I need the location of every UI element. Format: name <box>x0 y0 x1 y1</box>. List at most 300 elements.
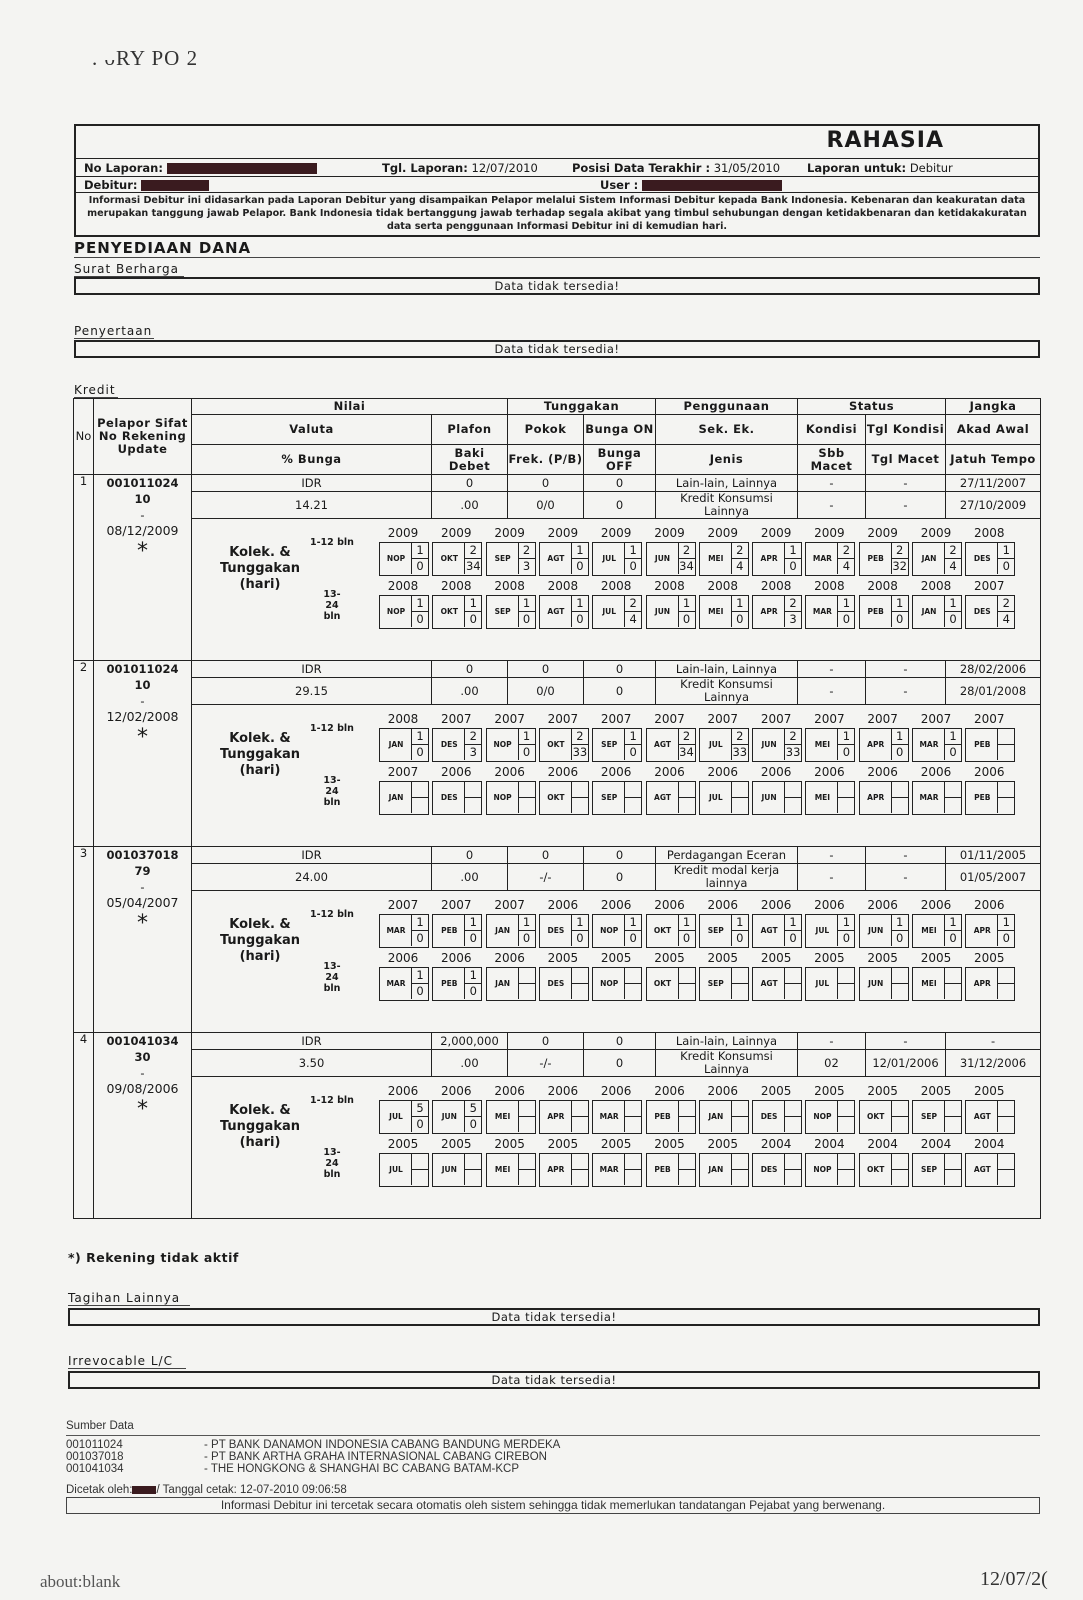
record-row <box>74 864 1041 891</box>
tunggakan-value: 0 <box>624 745 641 761</box>
kolek-value: 2 <box>731 729 748 745</box>
month-year: 2005 <box>920 951 952 965</box>
month-year: 2007 <box>974 579 1005 593</box>
tunggakan-value: 0 <box>837 931 854 947</box>
col-nilai: Nilai <box>192 399 508 415</box>
penyediaan-dana-title: PENYEDIAAN DANA <box>74 239 252 257</box>
info-disclaimer: Informasi Debitur ini didasarkan pada Laporan Debitur yang disampaikan Pelapor melalui Sistem Informasi Debitur kepada Bank Indonesia. Kebenaran dan keakuratan data merupakan tanggung jawab Pelapor. Bank Indonesia tidak bertanggung jawab terhadap segala akibat yang timbul sehubungan dengan ketidakbenaran dan ketidakakuratan data serta penggunaan Informasi Debitur ini di kemudian hari. <box>87 195 1027 232</box>
month-year: 2008 <box>867 579 898 593</box>
month-year: 2004 <box>974 1137 1005 1151</box>
month-year: 2006 <box>814 898 845 912</box>
kolek-value <box>784 968 801 984</box>
kolek-value <box>997 782 1014 798</box>
month-label: SEP <box>707 926 724 935</box>
record-frek: -/- <box>508 864 584 891</box>
month-year: 2009 <box>654 526 685 540</box>
kolek-value: 1 <box>411 543 428 559</box>
record-sek-ek: Lain-lain, Lainnya <box>656 661 798 678</box>
tunggakan-value <box>891 1170 908 1186</box>
month-cell <box>539 728 589 762</box>
kolek-value: 2 <box>891 543 908 559</box>
kolek-value <box>624 968 641 984</box>
kolek-label: Kolek. & Tunggakan (hari) <box>219 545 300 592</box>
month-year: 2005 <box>707 951 739 965</box>
month-cell <box>752 728 802 762</box>
month-year: 2006 <box>974 765 1005 779</box>
record-row <box>74 847 1041 864</box>
kolek-value <box>837 968 854 984</box>
kolek-value: 2 <box>518 543 535 559</box>
kolek-value: 5 <box>411 1101 428 1117</box>
month-label: SEP <box>920 1165 938 1174</box>
record-pokok: 0 <box>508 661 584 678</box>
month-label: AGT <box>654 740 671 749</box>
kolek-value: 1 <box>678 596 695 612</box>
collectability-calendar-row <box>192 712 1005 769</box>
month-year: 2004 <box>920 1137 952 1151</box>
month-cell <box>805 1100 855 1134</box>
record-valuta: IDR <box>192 661 432 678</box>
tunggakan-value: 0 <box>571 559 588 575</box>
month-year: 2006 <box>600 765 632 779</box>
month-year: 2006 <box>920 898 952 912</box>
month-label: NOP <box>813 1112 832 1121</box>
month-cell <box>859 542 909 576</box>
month-cell <box>805 967 855 1001</box>
record-plafon: 0 <box>432 475 508 492</box>
record-sifat: 79 <box>134 864 151 878</box>
month-label: SEP <box>920 1112 938 1121</box>
col-bunga: % Bunga <box>192 445 432 475</box>
record-tgl-kondisi: - <box>866 847 946 864</box>
kolek-value: 2 <box>571 729 588 745</box>
month-year: 2006 <box>654 1084 685 1098</box>
month-year: 2006 <box>760 898 792 912</box>
month-cell <box>699 542 749 576</box>
tunggakan-value <box>944 798 961 814</box>
month-cell <box>699 967 749 1001</box>
kolek-value: 1 <box>731 915 748 931</box>
record-bunga-off: 0 <box>584 492 656 519</box>
month-label: DES <box>973 554 991 563</box>
col-no: No <box>74 399 94 475</box>
month-label: DES <box>973 607 991 616</box>
month-cell <box>646 967 696 1001</box>
tunggakan-value: 0 <box>891 931 908 947</box>
month-label: MEI <box>708 607 724 616</box>
month-label: AGT <box>760 979 778 988</box>
month-cell <box>912 1100 962 1134</box>
kolek-value: 1 <box>997 915 1014 931</box>
kolek-value <box>944 968 961 984</box>
month-cell <box>805 542 855 576</box>
record-row <box>74 492 1041 519</box>
tunggakan-value <box>891 798 908 814</box>
month-cell <box>912 914 962 948</box>
month-cell <box>646 595 696 629</box>
tunggakan-value: 0 <box>411 559 428 575</box>
kolek-value: 1 <box>784 915 801 931</box>
kolek-value <box>891 1101 908 1117</box>
record-kondisi: - <box>798 847 866 864</box>
month-label: NOP <box>386 554 406 563</box>
kolek-value: 1 <box>784 543 801 559</box>
tunggakan-value: 0 <box>464 1117 481 1133</box>
kolek-value <box>678 1154 695 1170</box>
record-bunga: 24.00 <box>192 864 432 891</box>
month-cell <box>379 728 429 762</box>
month-cell <box>859 967 909 1001</box>
tunggakan-value <box>837 1117 854 1133</box>
month-year: 2007 <box>494 898 525 912</box>
record-pokok: 0 <box>508 1033 584 1050</box>
month-cell <box>432 542 482 576</box>
tunggakan-value <box>464 798 481 814</box>
kolek-value <box>891 782 908 798</box>
record-sek-ek: Lain-lain, Lainnya <box>656 1033 798 1050</box>
record-sek-ek: Lain-lain, Lainnya <box>656 475 798 492</box>
month-label: OKT <box>867 1165 885 1174</box>
month-label: PEB <box>867 607 884 616</box>
record-jenis: Kredit Konsumsi Lainnya <box>656 492 798 519</box>
record-plafon: 0 <box>432 661 508 678</box>
month-cell <box>965 728 1015 762</box>
month-cell <box>752 1153 802 1187</box>
record-sek-ek: Perdagangan Eceran <box>656 847 798 864</box>
collectability-calendar-row <box>192 1084 1005 1141</box>
tunggakan-value <box>837 798 854 814</box>
month-year: 2005 <box>974 951 1005 965</box>
month-label: MAR <box>812 554 832 563</box>
month-cell <box>539 1153 589 1187</box>
penyertaan-title: Penyertaan <box>74 324 153 338</box>
record-bunga-on: 0 <box>584 1033 656 1050</box>
kolek-value <box>731 782 748 798</box>
month-year: 2005 <box>760 1084 792 1098</box>
col-baki-debet: Baki Debet <box>432 445 508 475</box>
month-year: 2008 <box>387 712 419 726</box>
month-year: 2009 <box>441 526 472 540</box>
tunggakan-value <box>997 1170 1014 1186</box>
month-cell <box>699 728 749 762</box>
record-sifat: 10 <box>134 492 151 506</box>
month-year: 2005 <box>654 951 685 965</box>
record-row <box>74 678 1041 705</box>
page-header-fragment: . ᴗRY PO 2 <box>92 46 199 70</box>
tunggakan-value: 0 <box>518 745 535 761</box>
month-year: 2006 <box>654 898 685 912</box>
kolek-value: 2 <box>784 596 801 612</box>
month-year: 2007 <box>707 712 739 726</box>
record-sbb: - <box>798 492 866 519</box>
kolek-value <box>518 1154 535 1170</box>
tunggakan-value: 0 <box>411 931 428 947</box>
record-tgl-macet: - <box>866 492 946 519</box>
month-cell <box>379 1153 429 1187</box>
col-sek-ek: Sek. Ek. <box>656 415 798 445</box>
record-tgl-macet: - <box>866 678 946 705</box>
record-kondisi: - <box>798 475 866 492</box>
record-sbb: 02 <box>798 1050 866 1077</box>
month-label: APR <box>867 740 885 749</box>
col-akad-awal: Akad Awal <box>946 415 1041 445</box>
col-pelapor: Pelapor Sifat No Rekening Update <box>94 399 192 475</box>
tunggakan-value: 34 <box>679 744 694 759</box>
kolek-value <box>678 968 695 984</box>
kolek-value: 1 <box>624 729 641 745</box>
month-year: 2008 <box>387 579 419 593</box>
month-cell <box>859 1100 909 1134</box>
month-year: 2005 <box>920 1084 952 1098</box>
month-year: 2009 <box>867 526 898 540</box>
month-cell <box>646 728 696 762</box>
report-header-box <box>74 124 1040 237</box>
month-year: 2006 <box>600 1084 632 1098</box>
tunggakan-value <box>518 1170 535 1186</box>
section-rule <box>74 257 1040 258</box>
month-label: MEI <box>921 926 937 935</box>
record-collectability-row <box>74 1077 1041 1219</box>
month-year: 2006 <box>494 951 525 965</box>
month-cell <box>592 542 642 576</box>
month-year: 2006 <box>814 765 845 779</box>
month-cell <box>486 914 536 948</box>
kolek-value: 1 <box>411 596 428 612</box>
month-label: JUL <box>708 740 723 749</box>
collectability-cell <box>192 891 1041 1033</box>
month-year: 2007 <box>494 712 525 726</box>
month-year: 2009 <box>494 526 525 540</box>
tunggakan-value: 0 <box>784 559 801 575</box>
tunggakan-value: 0 <box>624 559 641 575</box>
kolek-value: 2 <box>731 543 748 559</box>
kredit-table <box>73 398 1041 1219</box>
month-year: 2006 <box>494 1084 525 1098</box>
collectability-calendar-row <box>192 526 1010 583</box>
col-bunga-on: Bunga ON <box>584 415 656 445</box>
month-cell <box>752 967 802 1001</box>
month-label: MEI <box>494 1165 511 1174</box>
month-year: 2007 <box>441 898 472 912</box>
month-year: 2007 <box>387 898 419 912</box>
month-cell <box>592 728 642 762</box>
tunggakan-value <box>837 1170 854 1186</box>
month-label: APR <box>867 793 885 802</box>
month-year: 2004 <box>867 1137 898 1151</box>
record-baki: .00 <box>432 1050 508 1077</box>
month-year: 2009 <box>547 526 579 540</box>
record-pokok: 0 <box>508 847 584 864</box>
month-cell <box>805 914 855 948</box>
record-plafon: 0 <box>432 847 508 864</box>
record-valuta: IDR <box>192 847 432 864</box>
month-cell <box>592 914 642 948</box>
kolek-value <box>837 1154 854 1170</box>
tunggakan-value: 0 <box>411 1117 428 1133</box>
record-collectability-row <box>74 519 1041 661</box>
record-tgl-macet: - <box>866 864 946 891</box>
month-year: 2008 <box>760 579 792 593</box>
month-label: JUL <box>815 979 830 988</box>
kolek-value <box>571 1101 588 1117</box>
month-label: NOP <box>813 1165 832 1174</box>
month-label: JAN <box>708 1112 724 1121</box>
kolek-value: 1 <box>944 915 961 931</box>
collectability-calendar-row <box>192 898 1010 955</box>
tunggakan-value <box>678 984 695 1000</box>
range-1: 1-12 bln <box>310 723 354 734</box>
month-cell <box>539 967 589 1001</box>
month-label: AGT <box>973 1165 991 1174</box>
kolek-value: 1 <box>464 915 481 931</box>
month-year: 2005 <box>867 1084 898 1098</box>
month-cell <box>752 914 802 948</box>
month-label: AGT <box>973 1112 991 1121</box>
col-penggunaan: Penggunaan <box>656 399 798 415</box>
month-label: MEI <box>708 554 724 563</box>
kolek-value <box>411 1154 428 1170</box>
month-year: 2009 <box>707 526 739 540</box>
record-jatuh-tempo: 01/05/2007 <box>946 864 1041 891</box>
tunggakan-value <box>571 1117 588 1133</box>
kolek-value <box>997 1101 1014 1117</box>
month-label: JAN <box>495 979 511 988</box>
kolek-value: 2 <box>997 596 1014 612</box>
kolek-value <box>997 1154 1014 1170</box>
tunggakan-value <box>624 1170 641 1186</box>
col-tgl-kondisi: Tgl Kondisi <box>866 415 946 445</box>
month-cell <box>379 781 429 815</box>
record-tgl-kondisi: - <box>866 475 946 492</box>
month-year: 2008 <box>600 579 632 593</box>
tunggakan-value: 0 <box>944 931 961 947</box>
range-1: 1-12 bln <box>310 1095 354 1106</box>
month-label: JUL <box>602 607 617 616</box>
tunggakan-value: 0 <box>518 931 535 947</box>
month-cell <box>859 728 909 762</box>
tunggakan-value: 4 <box>997 612 1014 628</box>
record-bunga-on: 0 <box>584 661 656 678</box>
month-cell <box>805 781 855 815</box>
month-label: SEP <box>601 740 618 749</box>
kolek-value <box>624 1154 641 1170</box>
record-star: * <box>137 539 148 564</box>
record-kondisi: - <box>798 661 866 678</box>
month-year: 2009 <box>814 526 845 540</box>
tunggakan-value: 0 <box>411 612 428 628</box>
kolek-value <box>784 782 801 798</box>
month-year: 2007 <box>600 712 632 726</box>
month-label: MAR <box>919 793 939 802</box>
kolek-value <box>784 1101 801 1117</box>
kolek-value: 1 <box>518 729 535 745</box>
kolek-value: 1 <box>571 915 588 931</box>
month-year: 2008 <box>654 579 685 593</box>
tunggakan-value: 0 <box>997 931 1014 947</box>
kolek-value: 1 <box>837 915 854 931</box>
month-cell <box>646 542 696 576</box>
month-year: 2009 <box>387 526 419 540</box>
tunggakan-value <box>997 1117 1014 1133</box>
kolek-value: 2 <box>784 729 801 745</box>
month-cell <box>912 728 962 762</box>
range-2: 13-24 bln <box>323 589 341 622</box>
month-cell <box>912 542 962 576</box>
month-cell <box>486 542 536 576</box>
kolek-value <box>678 782 695 798</box>
collectability-cell <box>192 705 1041 847</box>
record-rekening: 001041034 <box>106 1034 179 1048</box>
tunggakan-value: 0 <box>891 745 908 761</box>
month-year: 2007 <box>654 712 685 726</box>
tunggakan-value <box>678 1170 695 1186</box>
month-year: 2006 <box>547 898 579 912</box>
month-cell <box>646 1153 696 1187</box>
month-label: PEB <box>654 1112 671 1121</box>
record-tgl-kondisi: - <box>866 1033 946 1050</box>
month-label: PEB <box>974 793 991 802</box>
month-cell <box>859 914 909 948</box>
month-cell <box>965 781 1015 815</box>
redacted-debitur <box>141 180 209 191</box>
record-jenis: Kredit Konsumsi Lainnya <box>656 1050 798 1077</box>
redacted-user <box>642 180 782 191</box>
tunggakan-value <box>571 1170 588 1186</box>
month-label: MAR <box>386 979 406 988</box>
month-label: JUN <box>441 1165 457 1174</box>
tunggakan-value <box>678 1117 695 1133</box>
month-cell <box>486 967 536 1001</box>
month-cell <box>486 1100 536 1134</box>
month-label: MAR <box>599 1165 619 1174</box>
kolek-value: 1 <box>837 596 854 612</box>
tunggakan-value <box>731 984 748 1000</box>
redacted-no-laporan <box>167 163 317 174</box>
month-cell <box>486 595 536 629</box>
tunggakan-value <box>997 745 1014 761</box>
record-bunga: 14.21 <box>192 492 432 519</box>
collectability-cell <box>192 519 1041 661</box>
record-no: 1 <box>74 475 94 661</box>
kolek-value: 1 <box>518 915 535 931</box>
month-label: MAR <box>599 1112 619 1121</box>
month-cell <box>646 1100 696 1134</box>
tunggakan-value: 0 <box>731 931 748 947</box>
tunggakan-value: 4 <box>731 559 748 575</box>
tunggakan-value <box>944 984 961 1000</box>
kolek-value: 2 <box>464 543 481 559</box>
record-tgl-kondisi: - <box>866 661 946 678</box>
month-label: OKT <box>653 979 672 988</box>
kolek-value: 1 <box>464 968 481 984</box>
col-tgl-macet: Tgl Macet <box>866 445 946 475</box>
month-label: SEP <box>707 979 724 988</box>
month-label: JUL <box>708 793 723 802</box>
record-bunga-on: 0 <box>584 847 656 864</box>
month-year: 2006 <box>707 1084 739 1098</box>
record-rekening: 001011024 <box>106 476 179 490</box>
record-baki: .00 <box>432 492 508 519</box>
tunggakan-value <box>571 798 588 814</box>
month-label: JUL <box>602 554 617 563</box>
tunggakan-value: 3 <box>464 745 481 761</box>
irrevocable-title: Irrevocable L/C <box>68 1354 186 1369</box>
month-label: DES <box>547 926 565 935</box>
month-cell <box>432 1100 482 1134</box>
kolek-value <box>837 1101 854 1117</box>
month-cell <box>912 595 962 629</box>
month-cell <box>752 1100 802 1134</box>
